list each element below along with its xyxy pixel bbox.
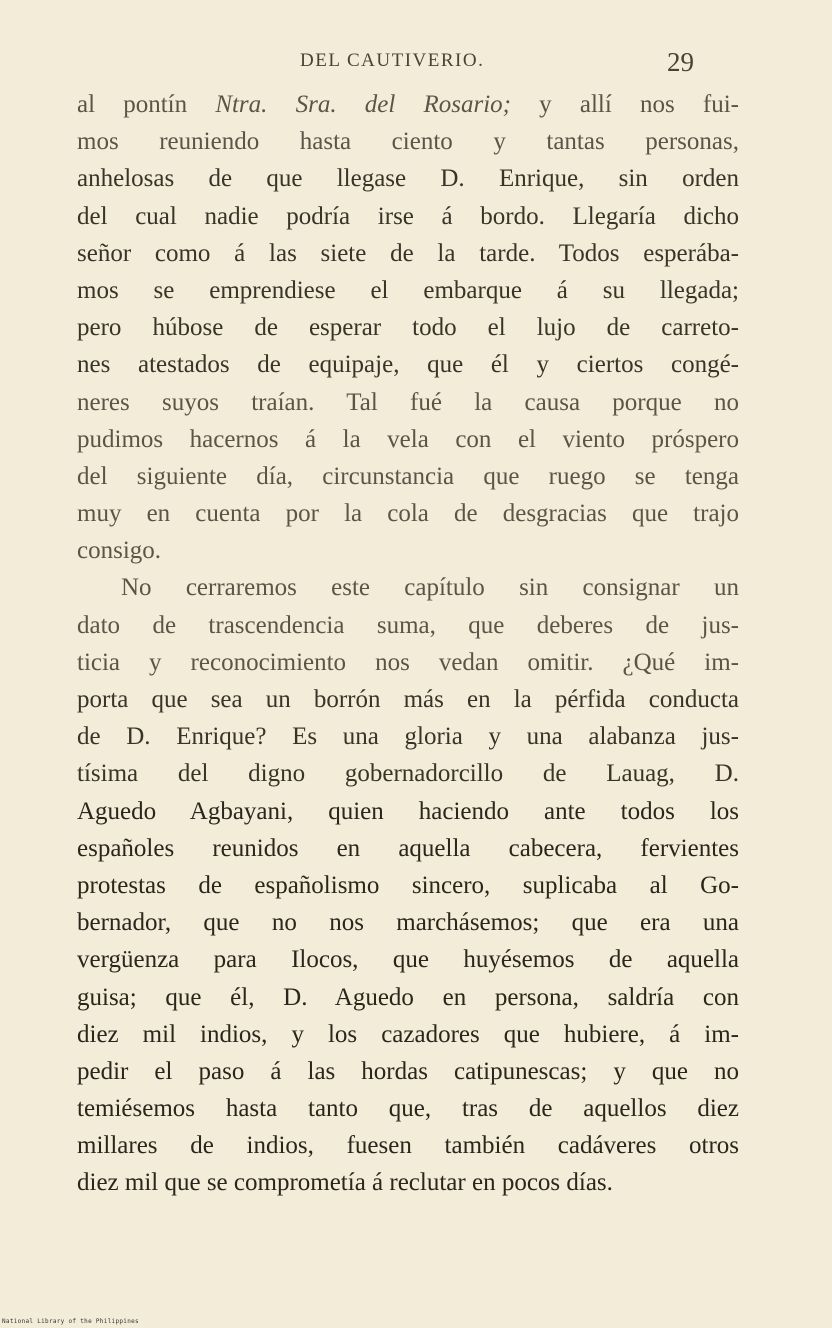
running-title: DEL CAUTIVERIO.	[300, 50, 485, 71]
text-line: del cual nadie podría irse á bordo. Llegaría dicho	[77, 202, 739, 230]
text-line: guisa; que él, D. Aguedo en persona, saldría con	[77, 983, 739, 1011]
text-line: pedir el paso á las hordas catipunescas; y que no	[77, 1057, 739, 1085]
text-line: del siguiente día, circunstancia que ruego se tenga	[77, 462, 739, 490]
running-head	[0, 47, 832, 80]
text-line: consigo.	[77, 537, 162, 565]
text-line: anhelosas de que llegase D. Enrique, sin orden	[77, 165, 739, 193]
text-line: de D. Enrique? Es una gloria y una alabanza jus-	[77, 723, 739, 751]
line-start: al pontín Ntra. Sra. del Rosario; y allí nos fui-	[77, 91, 739, 118]
text-line: dato de trascendencia suma, que deberes de jus-	[77, 611, 739, 639]
text-line: protestas de españolismo sincero, suplicaba al Go-	[77, 871, 739, 899]
text-line: mos se emprendiese el embarque á su llegada;	[77, 276, 739, 304]
text-line: diez mil que se comprometía á reclutar en pocos días.	[77, 1169, 613, 1197]
text-line: mos reuniendo hasta ciento y tantas personas,	[77, 128, 739, 156]
library-watermark: National Library of the Philippines	[2, 1318, 139, 1325]
text-line	[77, 86, 739, 123]
ship-name: Ntra. Sra. del Rosario;	[215, 91, 511, 118]
body-text	[77, 86, 739, 1202]
text-line: señor como á las siete de la tarde. Todos esperába-	[77, 239, 739, 267]
text-line: pero húbose de esperar todo el lujo de carreto-	[77, 314, 739, 342]
text-line: No cerraremos este capítulo sin consignar un	[121, 574, 739, 602]
text-line: ticia y reconocimiento nos vedan omitir. ¿Qué im-	[77, 648, 739, 676]
text-line: Aguedo Agbayani, quien haciendo ante todos los	[77, 797, 739, 825]
text-line: diez mil indios, y los cazadores que hubiere, á im-	[77, 1020, 739, 1048]
text-line: porta que sea un borrón más en la pérfida conducta	[77, 686, 739, 713]
text-line: vergüenza para Ilocos, que huyésemos de aquella	[77, 946, 739, 974]
page-number: 29	[667, 47, 694, 77]
text-line: pudimos hacernos á la vela con el viento próspero	[77, 425, 739, 453]
text-line: muy en cuenta por la cola de desgracias que trajo	[77, 500, 739, 528]
text-line: españoles reunidos en aquella cabecera, fervientes	[77, 834, 739, 862]
text-line: temiésemos hasta tanto que, tras de aquellos diez	[77, 1095, 739, 1123]
text-line: nes atestados de equipaje, que él y ciertos congé-	[77, 351, 739, 379]
text-line: tísima del digno gobernadorcillo de Lauag, D.	[77, 760, 739, 788]
text-line: millares de indios, fuesen también cadáveres otros	[77, 1132, 739, 1160]
text-line: bernador, que no nos marchásemos; que era una	[77, 909, 739, 937]
text-line: neres suyos traían. Tal fué la causa porque no	[77, 388, 739, 416]
